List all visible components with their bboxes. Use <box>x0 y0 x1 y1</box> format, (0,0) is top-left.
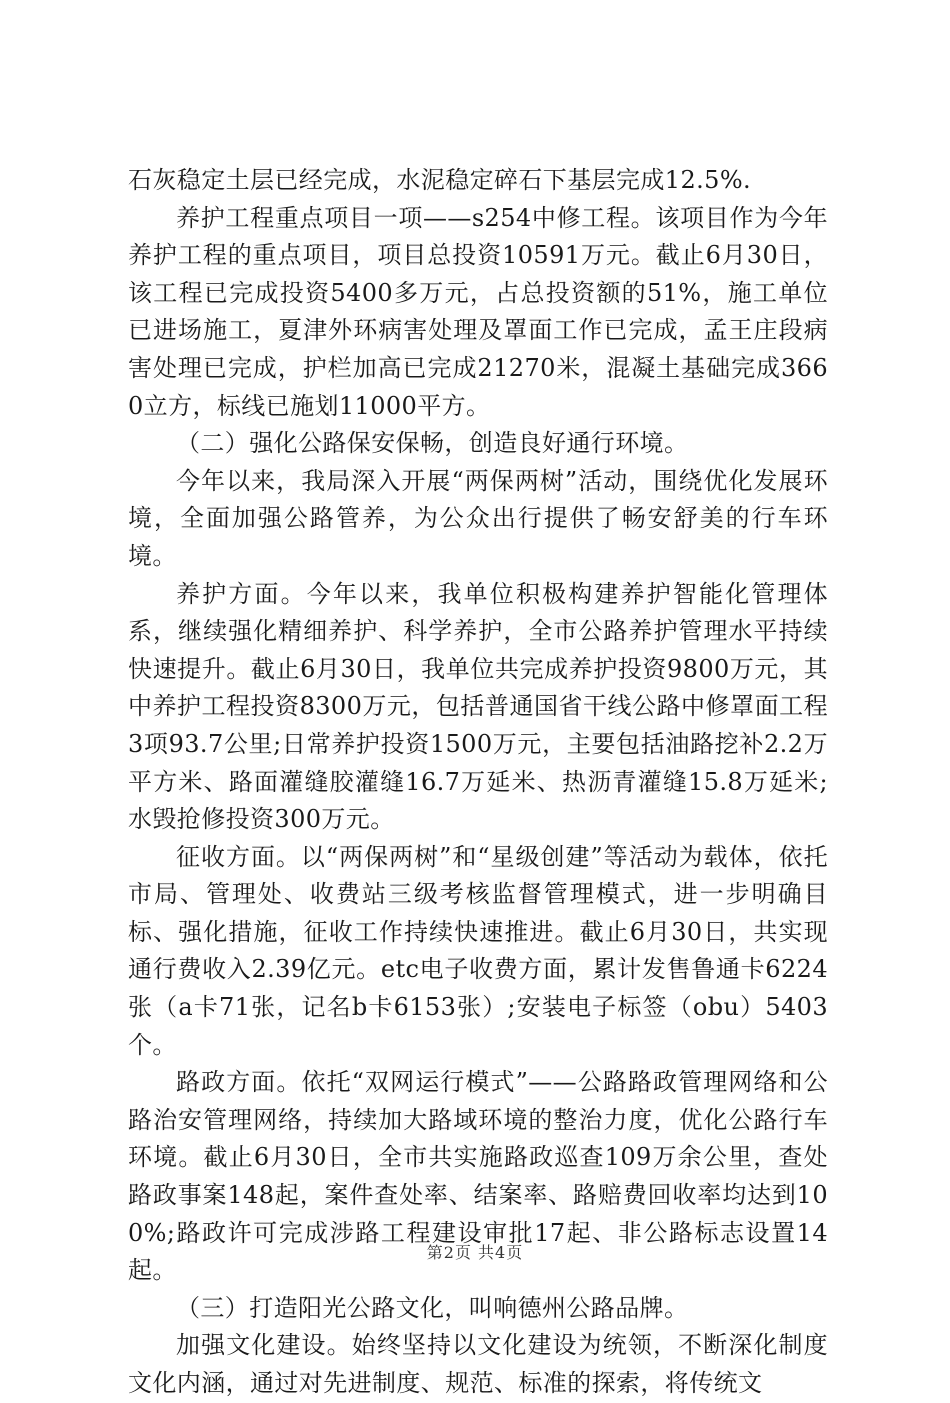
section-heading-3: （三）打造阳光公路文化，叫响德州公路品牌。 <box>176 1293 689 1322</box>
document-body <box>128 162 828 1403</box>
paragraph-road-administration: 路政方面。依托“双网运行模式”——公路路政管理网络和公路治安管理网络，持续加大路域环境的整治力度，优化公路行车环境。截止6月30日，全市共实施路政巡查109万余公里，查处路政事案148起，案件查处率、结案率、路赔费回收率均达到100%;路政许可完成涉路工程建设审批17起、非公路标志设置14起。 <box>128 1068 828 1285</box>
section-heading-2: （二）强化公路保安保畅，创造良好通行环境。 <box>176 429 689 458</box>
paragraph-culture: 加强文化建设。始终坚持以文化建设为统领，不断深化制度文化内涵，通过对先进制度、规范、标准的探索，将传统文 <box>128 1331 828 1397</box>
paragraph-continued: 石灰稳定土层已经完成，水泥稳定碎石下基层完成12.5%. <box>128 166 752 194</box>
paragraph-maintenance: 养护方面。今年以来，我单位积极构建养护智能化管理体系，继续强化精细养护、科学养护，全市公路养护管理水平持续快速提升。截止6月30日，我单位共完成养护投资9800万元，其中养护工程投资8300万元，包括普通国省干线公路中修罩面工程3项93.7公里;日常养护投资1500万元，主要包括油路挖补2.2万平方米、路面灌缝胶灌缝16.7万延米、热沥青灌缝15.8万延米;水毁抢修投资300万元。 <box>128 579 828 834</box>
paragraph-s254-project: 养护工程重点项目一项——s254中修工程。该项目作为今年养护工程的重点项目，项目总投资10591万元。截止6月30日，该工程已完成投资5400多万元，占总投资额的51%，施工单位已进场施工，夏津外环病害处理及罩面工作已完成，孟王庄段病害处理已完成，护栏加高已完成21270米，混凝土基础完成3660立方，标线已施划11000平方。 <box>128 203 828 420</box>
page-number: 第2页 共4页 <box>426 1243 524 1262</box>
paragraph-collection: 征收方面。以“两保两树”和“星级创建”等活动为载体，依托市局、管理处、收费站三级考核监督管理模式，进一步明确目标、强化措施，征收工作持续快速推进。截止6月30日，共实现通行费收入2.39亿元。etc电子收费方面，累计发售鲁通卡6224张（a卡71张，记名b卡6153张）;安装电子标签（obu）5403个。 <box>128 842 828 1059</box>
paragraph-intro: 今年以来，我局深入开展“两保两树”活动，围绕优化发展环境，全面加强公路管养，为公众出行提供了畅安舒美的行车环境。 <box>128 466 828 570</box>
